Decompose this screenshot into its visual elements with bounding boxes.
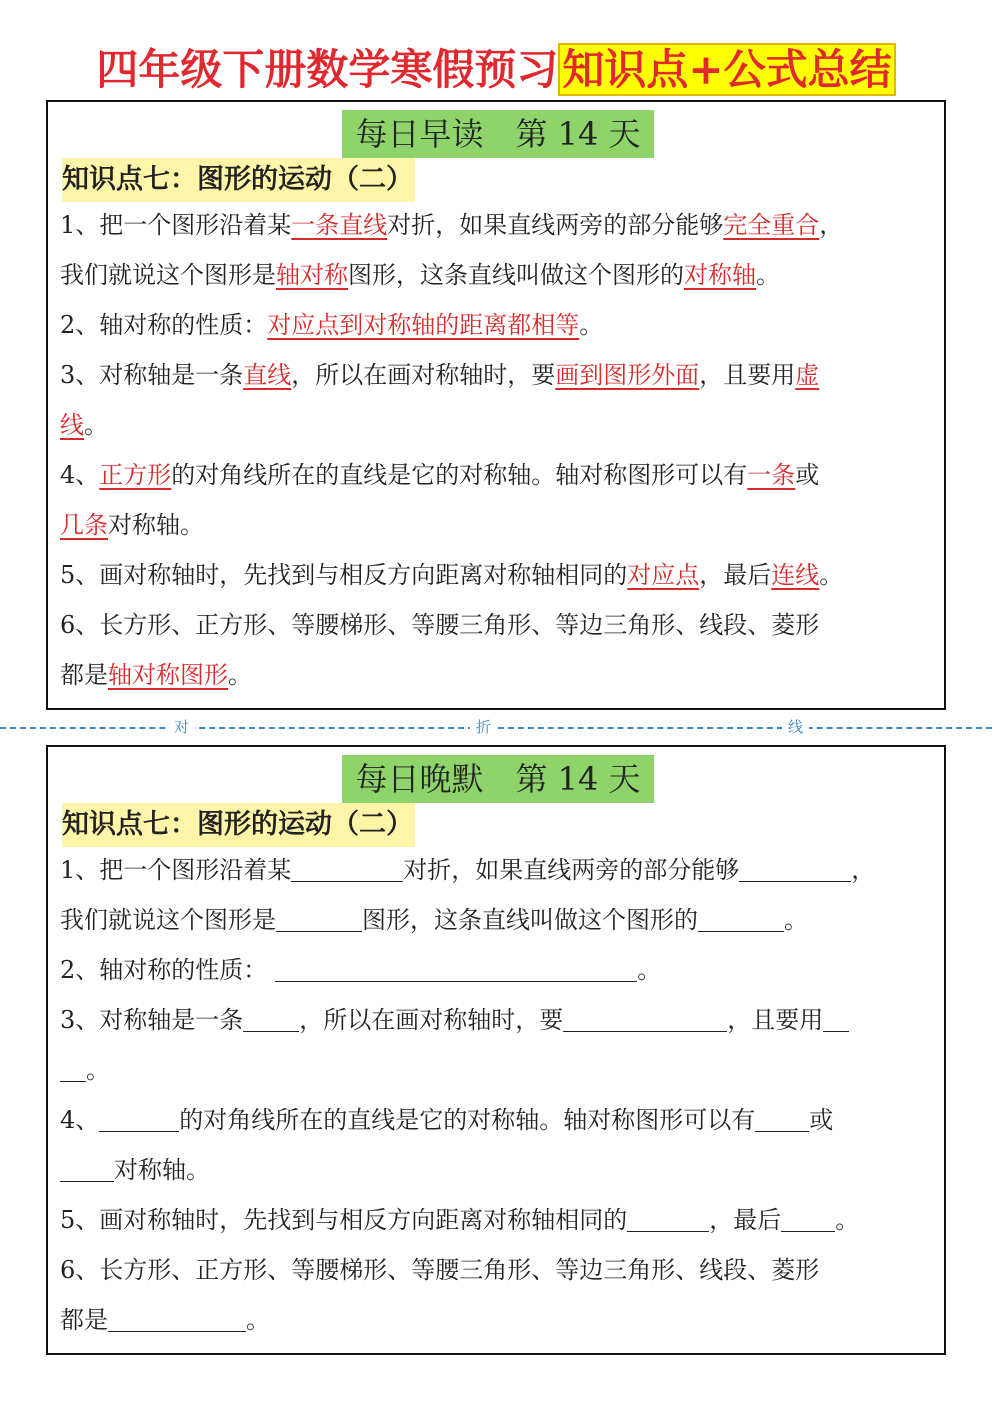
morning-subheading: 知识点七：图形的运动（二）	[62, 158, 415, 202]
answer-text: 几条	[60, 511, 108, 539]
morning-line-9	[60, 600, 940, 650]
fill-blank[interactable]	[823, 1003, 849, 1032]
answer-text: 对称轴	[684, 261, 756, 289]
morning-line-2	[60, 250, 940, 300]
answer-text: 画到图形外面	[555, 361, 700, 389]
text: 2、轴对称的性质：	[60, 311, 268, 339]
fold-label-right: 线	[782, 717, 809, 737]
text: 3、对称轴是一条	[60, 361, 244, 389]
evening-content	[60, 845, 940, 1345]
morning-heading: 每日早读 第 14 天	[342, 110, 654, 158]
answer-text: 正方形	[99, 461, 172, 489]
text: 6、长方形、正方形、等腰梯形、等腰三角形、等边三角形、线段、菱形	[60, 611, 820, 639]
text: 都是	[60, 661, 108, 689]
morning-content	[60, 200, 940, 700]
answer-text: 对应点到对称轴的距离都相等	[267, 311, 580, 339]
evening-line-2	[60, 895, 940, 945]
text: 的对角线所在的直线是它的对称轴。轴对称图形可以有	[179, 1106, 756, 1134]
text: 对折，如果直线两旁的部分能够	[387, 211, 724, 239]
text: 图形，这条直线叫做这个图形的	[348, 261, 684, 289]
fill-blank[interactable]	[698, 903, 784, 932]
text: ，最后	[709, 1206, 782, 1234]
text: 的对角线所在的直线是它的对称轴。轴对称图形可以有	[171, 461, 748, 489]
text: ，最后	[699, 561, 772, 589]
text: ，所以在画对称轴时，要	[291, 361, 556, 389]
text: ，所以在画对称轴时，要	[299, 1006, 564, 1034]
evening-subheading: 知识点七：图形的运动（二）	[62, 803, 415, 847]
evening-line-3	[60, 945, 940, 995]
answer-text: 轴对称	[276, 261, 348, 289]
text: 对称轴。	[108, 511, 204, 539]
fill-blank[interactable]	[291, 853, 403, 882]
morning-line-8	[60, 550, 940, 600]
morning-line-7	[60, 500, 940, 550]
morning-line-3	[60, 300, 940, 350]
fill-blank[interactable]	[99, 1103, 179, 1132]
answer-text: 完全重合	[723, 211, 820, 239]
text: 。	[835, 1206, 860, 1234]
text: 图形，这条直线叫做这个图形的	[362, 906, 698, 934]
fold-label-middle: 折	[470, 717, 497, 737]
text: 4、	[60, 1106, 100, 1134]
answer-text: 一条	[747, 461, 796, 489]
morning-line-1	[60, 200, 940, 250]
text: 。	[756, 261, 780, 289]
answer-text: 轴对称图形	[108, 661, 228, 689]
morning-reading-panel	[46, 100, 946, 710]
evening-line-4	[60, 995, 940, 1045]
text: 。	[84, 411, 108, 439]
text: ，	[819, 211, 844, 239]
text: 2、轴对称的性质：	[60, 956, 268, 984]
evening-line-10	[60, 1295, 940, 1345]
morning-line-4	[60, 350, 940, 400]
answer-text: 一条直线	[291, 211, 388, 239]
answer-text: 对应点	[627, 561, 700, 589]
fill-blank[interactable]	[781, 1203, 835, 1232]
page-title-highlight: 知识点+公式总结	[558, 43, 895, 96]
text: 。	[86, 1056, 110, 1084]
fill-blank[interactable]	[739, 853, 851, 882]
text: 我们就说这个图形是	[60, 906, 276, 934]
text: 或	[809, 1106, 834, 1134]
fill-blank[interactable]	[60, 1053, 86, 1082]
fill-blank[interactable]	[60, 1153, 114, 1182]
evening-line-6	[60, 1095, 940, 1145]
text: 5、画对称轴时，先找到与相反方向距离对称轴相同的	[60, 561, 628, 589]
evening-line-9	[60, 1245, 940, 1295]
text: 。	[819, 561, 844, 589]
text: 对称轴。	[114, 1156, 210, 1184]
fill-blank[interactable]	[108, 1303, 246, 1332]
fill-blank[interactable]	[563, 1003, 727, 1032]
page-title	[0, 40, 992, 100]
text: 都是	[60, 1306, 108, 1334]
text: 。	[246, 1306, 270, 1334]
fill-blank[interactable]	[627, 1203, 709, 1232]
text: 我们就说这个图形是	[60, 261, 276, 289]
text: 。	[784, 906, 808, 934]
evening-line-7	[60, 1145, 940, 1195]
evening-heading: 每日晚默 第 14 天	[342, 755, 654, 803]
text: 或	[795, 461, 820, 489]
text: 5、画对称轴时，先找到与相反方向距离对称轴相同的	[60, 1206, 628, 1234]
text: 1、把一个图形沿着某	[60, 211, 292, 239]
evening-recitation-panel	[46, 745, 946, 1355]
evening-line-8	[60, 1195, 940, 1245]
fill-blank[interactable]	[276, 903, 362, 932]
fill-blank[interactable]	[243, 1003, 299, 1032]
text: 6、长方形、正方形、等腰梯形、等腰三角形、等边三角形、线段、菱形	[60, 1256, 820, 1284]
page-title-main: 四年级下册数学寒假预习	[96, 45, 559, 94]
fill-blank[interactable]	[275, 953, 637, 982]
text: 对折，如果直线两旁的部分能够	[403, 856, 740, 884]
text: 。	[579, 311, 604, 339]
morning-line-5	[60, 400, 940, 450]
answer-text: 线	[60, 411, 84, 439]
evening-line-5	[60, 1045, 940, 1095]
morning-line-6	[60, 450, 940, 500]
answer-text: 连线	[771, 561, 820, 589]
text: ，且要用	[699, 361, 796, 389]
text: 1、把一个图形沿着某	[60, 856, 292, 884]
text: ，	[851, 856, 876, 884]
evening-line-1	[60, 845, 940, 895]
text: 。	[228, 661, 252, 689]
morning-line-10	[60, 650, 940, 700]
fold-label-left: 对	[168, 717, 195, 737]
fill-blank[interactable]	[755, 1103, 809, 1132]
answer-text: 虚	[795, 361, 820, 389]
text: 。	[637, 956, 662, 984]
text: 4、	[60, 461, 100, 489]
text: ，且要用	[727, 1006, 824, 1034]
answer-text: 直线	[243, 361, 292, 389]
text: 3、对称轴是一条	[60, 1006, 244, 1034]
